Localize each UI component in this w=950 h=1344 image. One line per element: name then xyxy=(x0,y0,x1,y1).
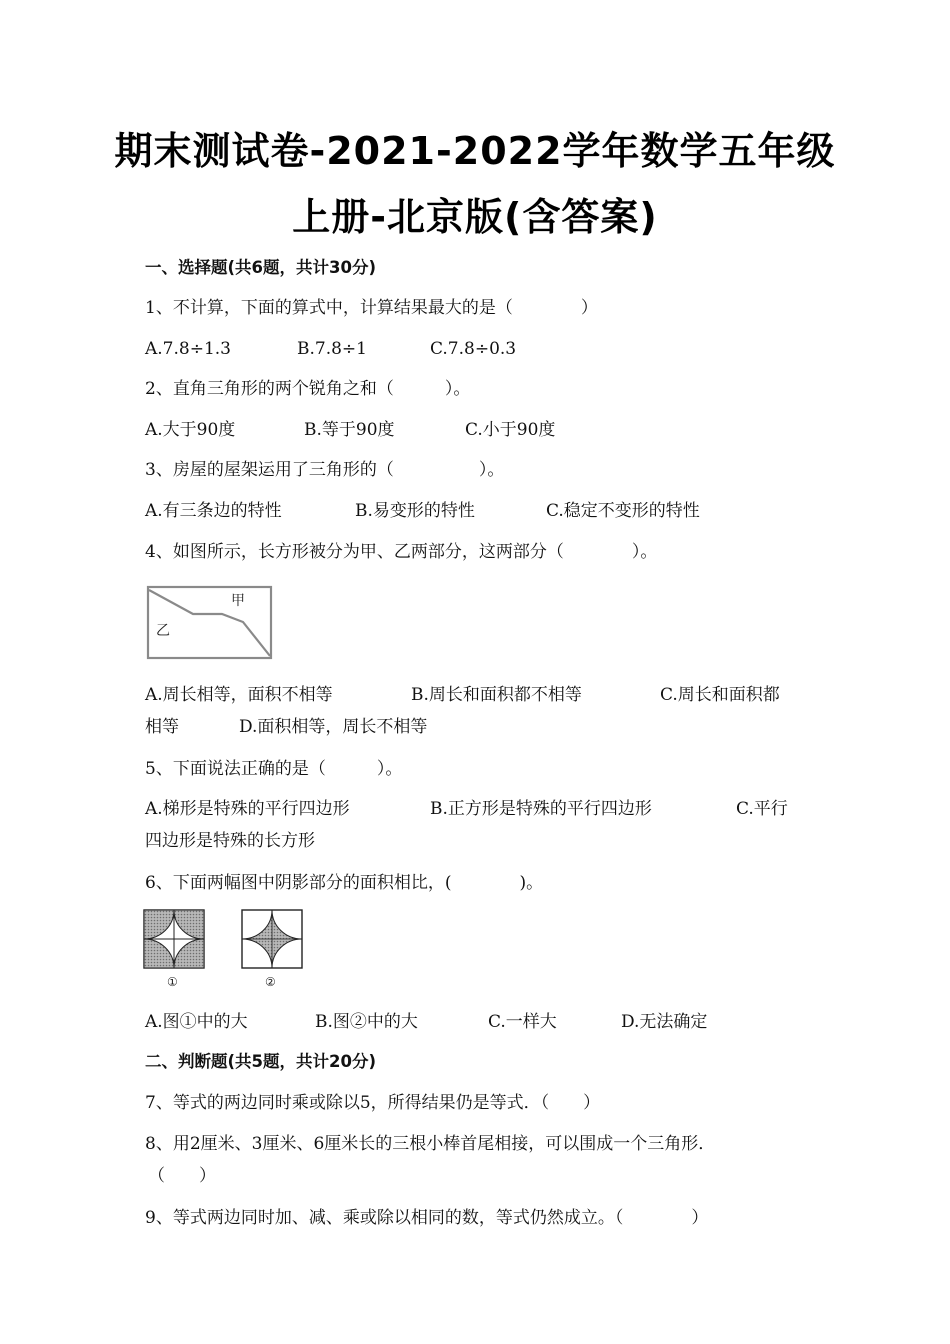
option-c: C.7.8÷0.3 xyxy=(430,339,517,359)
option-d: D.面积相等，周长不相等 xyxy=(239,717,428,737)
rectangle-division-figure xyxy=(145,584,275,662)
question-2-stem: 2、直角三角形的两个锐角之和（ ）。 xyxy=(145,379,471,399)
question-3-stem: 3、房屋的屋架运用了三角形的（ ）。 xyxy=(145,460,505,480)
question-4-stem: 4、如图所示，长方形被分为甲、乙两部分，这两部分（ ）。 xyxy=(145,542,658,562)
option-c-part1: C.周长和面积都 xyxy=(660,685,780,705)
page-title-line2: 上册-北京版(含答案) xyxy=(292,195,658,239)
label-jia: 甲 xyxy=(231,593,245,609)
question-7-stem: 7、等式的两边同时乘或除以5，所得结果仍是等式．（ ） xyxy=(145,1093,601,1113)
section-heading-judgment: 二、判断题(共5题，共计20分) xyxy=(145,1052,377,1071)
option-c: C.小于90度 xyxy=(465,420,556,440)
option-b: B.图②中的大 xyxy=(315,1012,418,1032)
question-6-stem: 6、下面两幅图中阴影部分的面积相比，( )。 xyxy=(145,873,544,893)
question-5-options-line2: 四边形是特殊的长方形 xyxy=(145,831,315,851)
figure-1-label: ① xyxy=(167,975,178,989)
question-1-stem: 1、不计算，下面的算式中，计算结果最大的是（ ） xyxy=(145,298,598,318)
question-9-stem: 9、等式两边同时加、减、乘或除以相同的数，等式仍然成立。（ ） xyxy=(145,1208,709,1228)
section-heading-choice: 一、选择题(共6题，共计30分) xyxy=(145,258,377,277)
option-a: A.有三条边的特性 xyxy=(145,501,282,521)
option-a: A.7.8÷1.3 xyxy=(145,339,231,359)
option-c: C.一样大 xyxy=(488,1012,557,1032)
option-b: B.7.8÷1 xyxy=(297,339,367,359)
option-a: A.周长相等，面积不相等 xyxy=(145,685,333,705)
figure-2-star xyxy=(242,910,302,968)
shaded-area-figures xyxy=(141,907,311,993)
option-b: B.易变形的特性 xyxy=(355,501,475,521)
option-b: B.正方形是特殊的平行四边形 xyxy=(430,799,652,819)
option-b: B.等于90度 xyxy=(304,420,395,440)
option-a: A.图①中的大 xyxy=(145,1012,248,1032)
question-5-stem: 5、下面说法正确的是（ ）。 xyxy=(145,759,403,779)
option-b: B.周长和面积都不相等 xyxy=(411,685,582,705)
option-d: D.无法确定 xyxy=(621,1012,708,1032)
figure-2-label: ② xyxy=(265,975,276,989)
figure-1-pinwheel xyxy=(144,910,204,968)
option-a: A.梯形是特殊的平行四边形 xyxy=(145,799,350,819)
option-c-part1: C.平行 xyxy=(736,799,788,819)
page-title-line1: 期末测试卷-2021-2022学年数学五年级 xyxy=(114,129,836,173)
question-8-paren: （ ） xyxy=(148,1166,216,1186)
label-yi: 乙 xyxy=(156,623,170,639)
option-c-part2: 相等 xyxy=(145,717,179,737)
option-c: C.稳定不变形的特性 xyxy=(546,501,700,521)
option-a: A.大于90度 xyxy=(145,420,236,440)
question-8-stem: 8、用2厘米、3厘米、6厘米长的三根小棒首尾相接，可以围成一个三角形． xyxy=(145,1134,716,1154)
